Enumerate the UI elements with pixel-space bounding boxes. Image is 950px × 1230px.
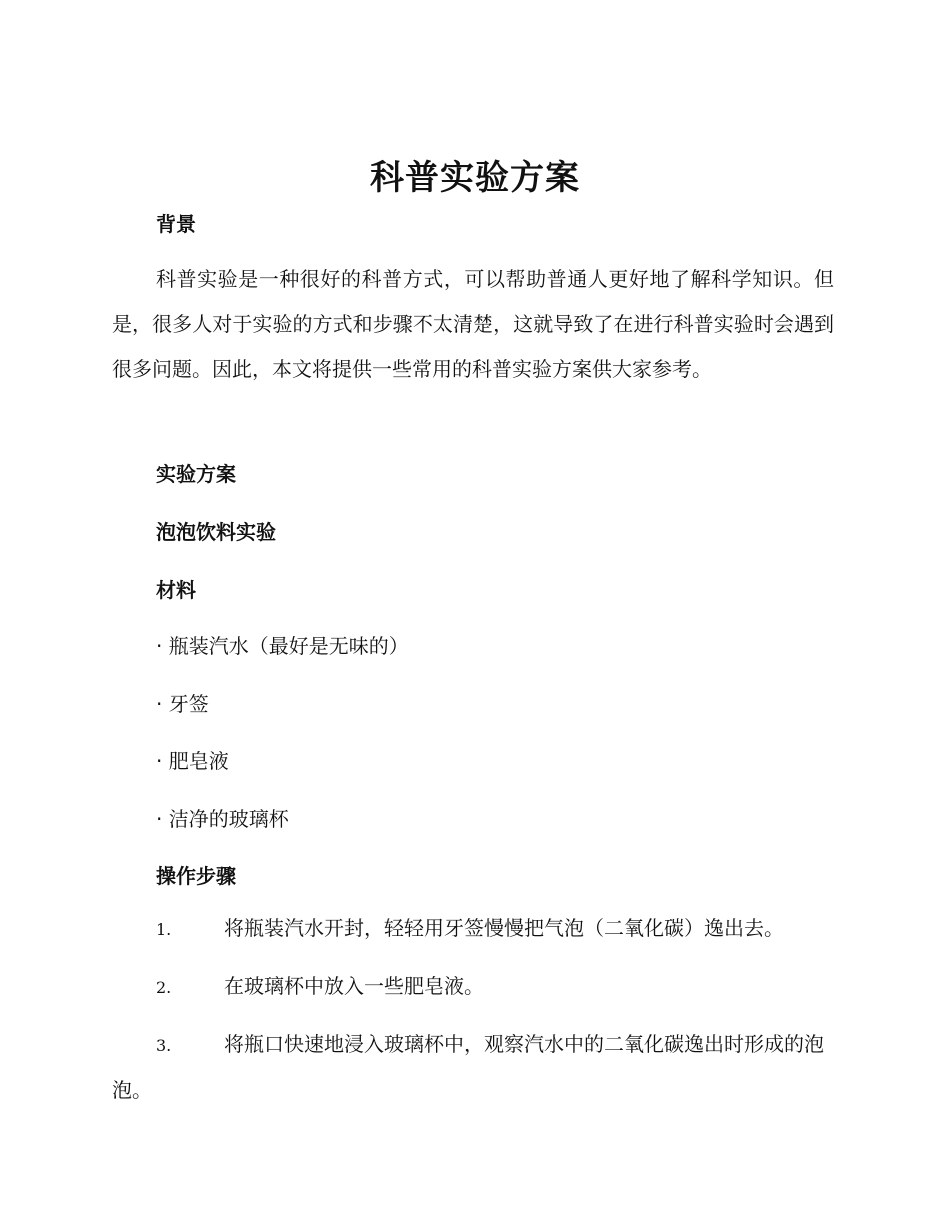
material-item: · 瓶装汽水（最好是无味的） — [156, 634, 409, 658]
step-text: 在玻璃杯中放入一些肥皂液。 — [224, 974, 484, 998]
steps-heading: 操作步骤 — [156, 864, 236, 888]
materials-heading: 材料 — [156, 578, 196, 602]
step-number: 2. — [156, 978, 172, 997]
experiment-heading: 泡泡饮料实验 — [156, 520, 276, 544]
background-heading: 背景 — [156, 212, 196, 236]
step-item — [112, 1022, 834, 1113]
material-item: · 洁净的玻璃杯 — [156, 807, 289, 831]
step-text: 将瓶口快速地浸入玻璃杯中，观察汽水中的二氧化碳逸出时形成的泡泡。 — [112, 1032, 824, 1102]
step-text: 将瓶装汽水开封，轻轻用牙签慢慢把气泡（二氧化碳）逸出去。 — [224, 916, 784, 940]
plan-heading: 实验方案 — [156, 462, 236, 486]
step-number: 3. — [156, 1036, 172, 1055]
step-item — [112, 906, 834, 952]
material-item: · 肥皂液 — [156, 749, 229, 773]
step-number: 1. — [156, 920, 172, 939]
document-title: 科普实验方案 — [370, 158, 580, 198]
background-paragraph: 科普实验是一种很好的科普方式，可以帮助普通人更好地了解科学知识。但是，很多人对于实验的方式和步骤不太清楚，这就导致了在进行科普实验时会遇到很多问题。因此，本文将提供一些常用的科普实验方案供大家参考。 — [112, 267, 834, 381]
material-item: · 牙签 — [156, 692, 209, 716]
step-item — [112, 964, 834, 1010]
